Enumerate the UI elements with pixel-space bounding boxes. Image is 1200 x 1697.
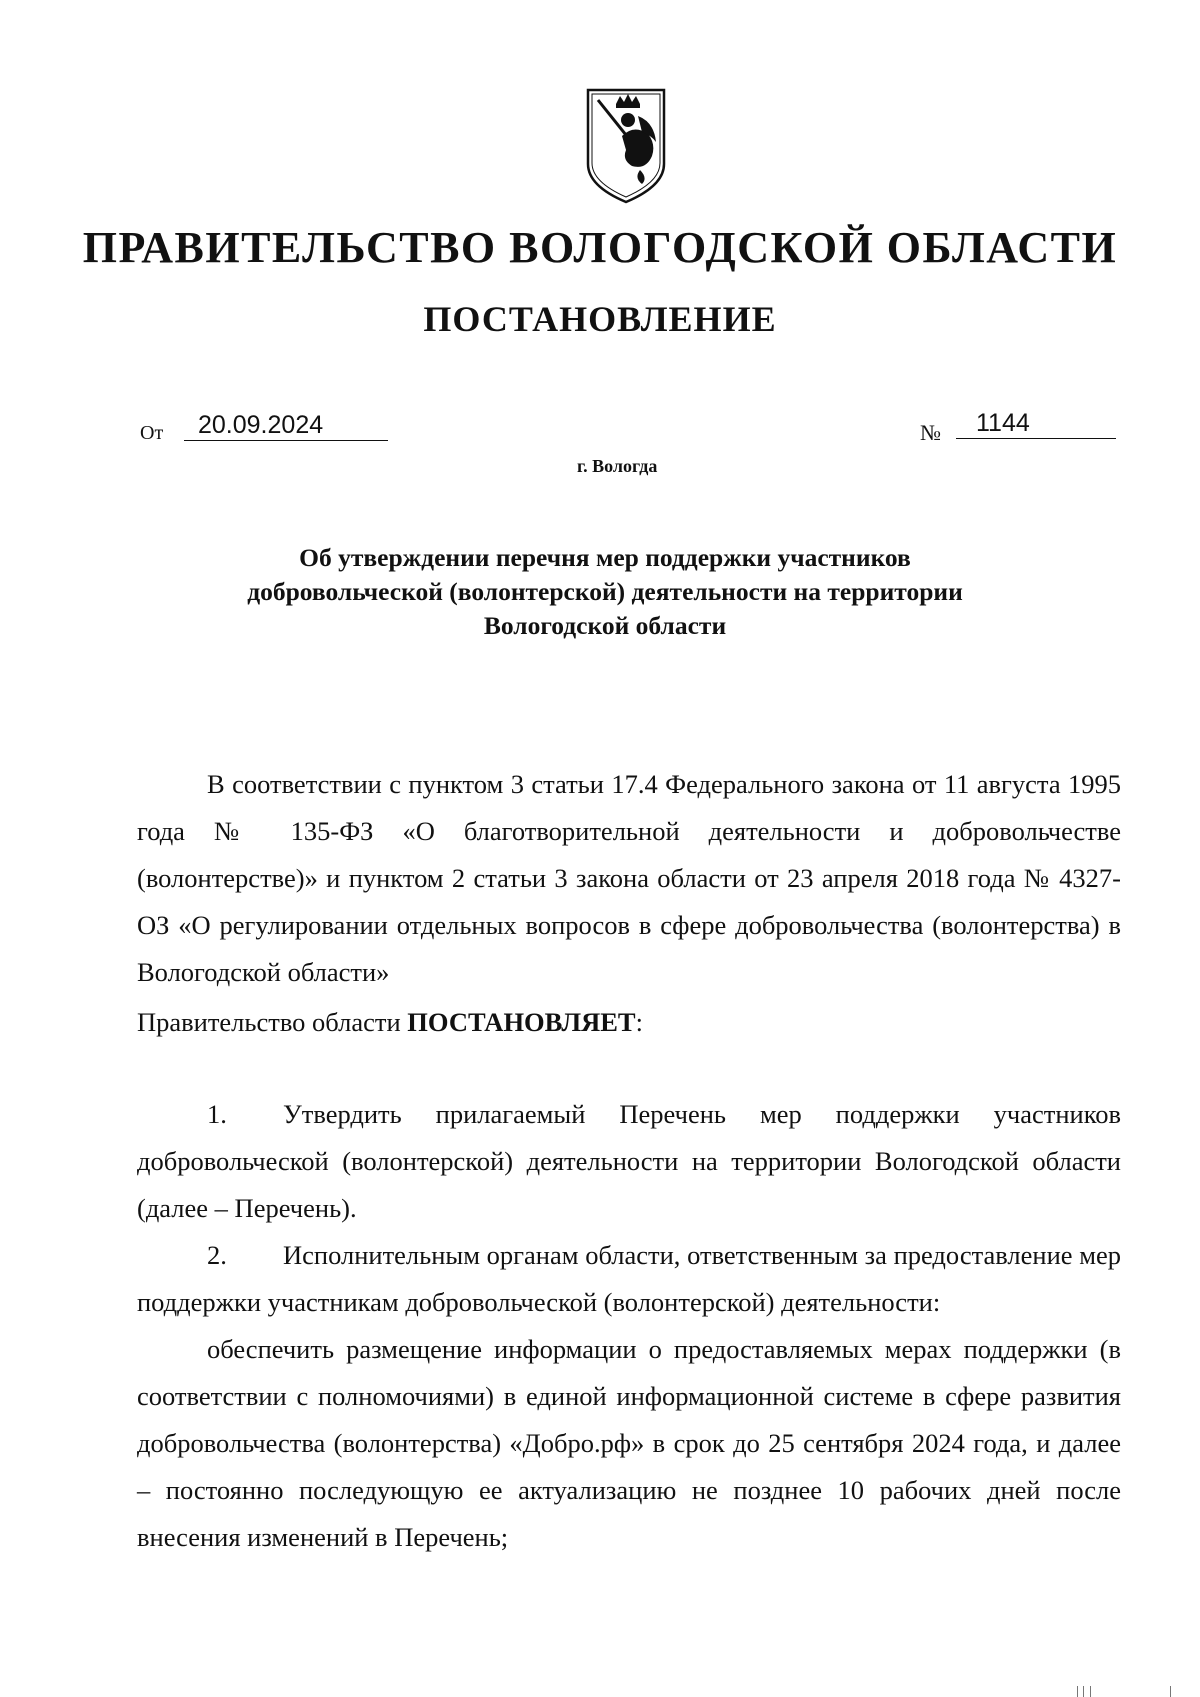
resolve-line (137, 999, 1121, 1046)
document-subject: Об утверждении перечня мер поддержки участников добровольческой (волонтерской) деятельности на территории Вологодской области (247, 543, 963, 640)
item-number: 1. (207, 1099, 227, 1129)
coat-of-arms-emblem (582, 86, 670, 204)
item-text: Исполнительным органам области, ответственным за предоставление мер поддержки участникам добровольческой (волонтерской) деятельности: (137, 1240, 1121, 1317)
date-prefix: От (140, 422, 164, 444)
list-item (137, 1091, 1121, 1232)
date-value: 20.09.2024 (184, 410, 388, 441)
resolve-prefix: Правительство области (137, 1007, 401, 1037)
number-prefix: № (920, 420, 941, 445)
list-item (137, 1232, 1121, 1326)
scan-artifact (1083, 1686, 1084, 1697)
scan-artifact (1090, 1686, 1091, 1697)
date-field (140, 411, 324, 445)
number-value: 1144 (956, 408, 1116, 439)
resolve-suffix: : (635, 1007, 643, 1037)
preamble-text: В соответствии с пунктом 3 статьи 17.4 Федерального закона от 11 августа 1995 года № 135-ФЗ «О благотворительной деятельности и добровольчестве (волонтерстве)» и пунктом 2 статьи 3 закона области от 23 апреля 2018 года № 4327-ОЗ «О регулировании отдельных вопросов в сфере добровольчества (волонтерства) в Вологодской области» (137, 769, 1121, 987)
resolve-word: ПОСТАНОВЛЯЕТ (407, 1007, 636, 1037)
subitem-paragraph: обеспечить размещение информации о предоставляемых мерах поддержки (в соответствии с полномочиями) в единой информационной системе в сфере развития добровольчества (волонтерства) «Добро.рф» в срок до 25 сентября 2024 года, и далее – постоянно последующую ее актуализацию не позднее 10 рабочих дней после внесения изменений в Перечень; (137, 1334, 1121, 1552)
item-text: Утвердить прилагаемый Перечень мер поддержки участников добровольческой (волонтерской) деятельности на территории Вологодской области (далее – Перечень). (137, 1099, 1121, 1223)
number-field (920, 409, 1030, 446)
preamble-paragraph (137, 761, 1121, 996)
scan-artifact (1077, 1686, 1078, 1697)
document-type: ПОСТАНОВЛЕНИЕ (423, 299, 777, 339)
item-number: 2. (207, 1240, 227, 1270)
city-label: г. Вологда (577, 456, 658, 476)
scan-artifact (1170, 1686, 1171, 1697)
government-title: ПРАВИТЕЛЬСТВО ВОЛОГОДСКОЙ ОБЛАСТИ (82, 223, 1118, 272)
